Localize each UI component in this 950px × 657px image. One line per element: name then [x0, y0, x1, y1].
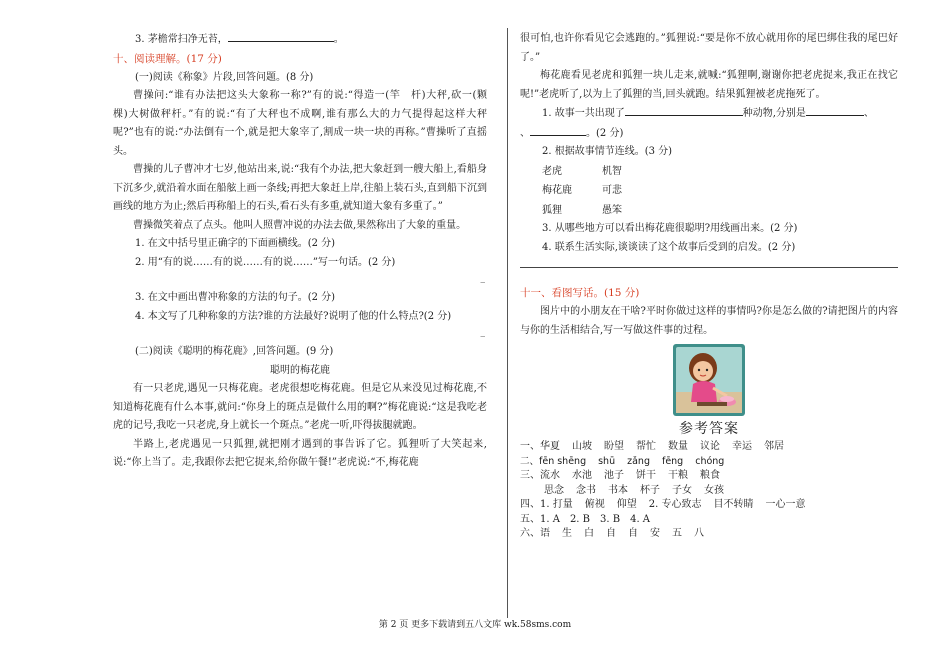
answer-line-marker: _	[480, 327, 485, 337]
answer-pinyin: fēng	[661, 455, 684, 467]
answer-row-2	[520, 455, 898, 470]
answer-word: 池子	[604, 470, 624, 481]
question-2-3: 3. 从哪些地方可以看出梅花鹿很聪明?用线画出来。(2 分)	[542, 223, 798, 234]
match-row	[520, 201, 898, 221]
question-1-3: 3. 在文中画出曹冲称象的方法的句子。(2 分)	[135, 292, 336, 303]
match-row	[520, 162, 898, 182]
answer-word: 干粮	[668, 470, 688, 481]
section-11-prompt: 图片中的小朋友在干啥?平时你做过这样的事情吗?你是怎么做的?请把图片的内容与你的生活相结合,写一写做这件事的过程。	[520, 306, 898, 336]
answer-word: 盼望	[604, 441, 624, 452]
question-2-1-sep: 、	[863, 108, 874, 119]
passage-2-continued: 很可怕,也许你看见它会逃跑的。”狐狸说:“要是你不放心就用你的尾巴绑住我的尾巴好了。”	[520, 33, 898, 63]
right-column	[520, 30, 898, 542]
girl-illustration-icon	[673, 344, 745, 416]
answer-pinyin: zǎng	[627, 455, 650, 467]
question-2-1-text: 1. 故事一共出现了	[542, 108, 625, 119]
question-2-1-continued	[520, 124, 898, 144]
section-11-heading: 十一、看图写话。(15 分)	[520, 287, 640, 299]
answer-word: 邻居	[764, 441, 784, 452]
answer-word: 2. 专心致志	[648, 499, 702, 510]
passage-2-para-2: 半路上,老虎遇见一只狐狸,就把刚才遇到的事告诉了它。狐狸听了大笑起来,说:“你上当了。走,我跟你去把它捉来,给你做午餐!”老虎说:“不,梅花鹿	[113, 438, 487, 468]
passage-1-para-2: 曹操的儿子曹冲才七岁,他站出来,说:“我有个办法,把大象赶到一艘大船上,看船身下沉多少,就沿着水面在船舷上画一条线;再把大象赶上岸,往船上装石头,直到船下沉到画线的地方为止;然后再称船上的石头,看石头有多重,就知道大象有多重了。”	[113, 164, 487, 212]
passage-1-para-1: 曹操问:“谁有办法把这头大象称一称?”有的说:“得造一(竿 杆)大秤,砍一(颗 棵)大树做秤杆。”有的说:“有了大秤也不成啊,谁有那么大的力气提得起这样大秤呢?”也有的说:“办法倒有一个,就是把大象宰了,割成一块一块的再称。”曹操听了直摇头。	[113, 90, 497, 157]
answer-word: 三、流水	[520, 470, 560, 481]
answer-word: 幸运	[732, 441, 752, 452]
answer-word: 数量	[668, 441, 688, 452]
question-2-1-text: 种动物,分别是	[742, 108, 806, 119]
answer-line-marker: _	[480, 273, 485, 283]
question-2-2: 2. 根据故事情节连线。(3 分)	[542, 146, 673, 157]
answer-word: 一、华夏	[520, 441, 560, 452]
answer-row-3	[520, 469, 898, 484]
answer-word: 目不转睛	[713, 499, 754, 510]
story-title: 聪明的梅花鹿	[270, 364, 330, 376]
question-2-4: 4. 联系生活实际,谈谈读了这个故事后受到的启发。(2 分)	[542, 241, 796, 253]
match-trait[interactable]: 机智	[602, 165, 622, 177]
answer-pinyin: 二、fēn shēng	[520, 455, 587, 467]
answer-word: 水池	[572, 470, 592, 481]
fill-item-3	[113, 30, 487, 50]
passage-2-para-3: 梅花鹿看见老虎和狐狸一块儿走来,就喊:“狐狸啊,谢谢你把老虎捉来,我正在找它呢!”老虎听了,以为上了狐狸的当,回头就跑。结果狐狸被老虎拖死了。	[520, 70, 898, 100]
passage-2-para-1: 有一只老虎,遇见一只梅花鹿。老虎很想吃梅花鹿。但是它从来没见过梅花鹿,不知道梅花鹿有什么本事,就问:“你身上的斑点是做什么用的啊?”梅花鹿说:“这是我吃老虎的记号,我吃一只老虎,身上就长一个斑点。”老虎一听,吓得拔腿就跑。	[113, 383, 487, 431]
question-2-1-sep: 、	[520, 127, 530, 139]
answer-pinyin: shū	[598, 455, 616, 467]
question-1-4: 4. 本文写了几种称象的方法?谁的方法最好?说明了他的什么特点?(2 分)	[135, 310, 452, 322]
fill-item-3-text: 3. 茅檐常扫净无苔，	[135, 34, 228, 45]
question-1-2: 2. 用“有的说……有的说……有的说……”写一句话。(2 分)	[135, 256, 396, 268]
answer-char: 生	[562, 528, 572, 539]
question-2-1-end: 。(2 分)	[586, 127, 624, 139]
answer-row-1	[520, 440, 898, 455]
answer-char: 安	[650, 528, 660, 539]
answer-row-6	[520, 527, 898, 542]
question-2-1	[520, 104, 898, 124]
answer-word: 书本	[608, 484, 628, 496]
question-1-1: 1. 在文中括号里正确字的下面画横线。(2 分)	[135, 238, 336, 249]
match-row	[520, 181, 898, 201]
answer-blank[interactable]	[530, 124, 586, 136]
answer-word: 一心一意	[765, 499, 806, 510]
answer-pinyin: chóng	[695, 455, 725, 467]
answer-word: 山坡	[572, 441, 592, 452]
answer-row-3b	[520, 484, 898, 499]
match-trait[interactable]: 可悲	[602, 185, 622, 196]
answer-word: 议论	[700, 441, 720, 452]
part-1-title: (一)阅读《称象》片段,回答问题。(8 分)	[135, 71, 314, 83]
page-footer: 第 2 页 更多下载请到五八文库 wk.58sms.com	[378, 620, 572, 630]
answer-word: 思念	[544, 484, 564, 496]
answer-word: 四、1. 打量	[520, 499, 573, 510]
match-animal[interactable]: 梅花鹿	[542, 185, 572, 196]
answer-line[interactable]	[520, 267, 898, 268]
answer-word: 女孩	[704, 484, 724, 496]
answer-word: 俯视	[584, 499, 605, 510]
answer-word: 帮忙	[636, 441, 656, 452]
answer-char: 自	[628, 528, 638, 539]
answer-char: 自	[606, 528, 616, 539]
fill-item-3-end: 。	[333, 34, 344, 45]
answer-row-5	[520, 513, 898, 528]
match-trait[interactable]: 愚笨	[602, 204, 622, 216]
answers-title: 参考答案	[679, 421, 739, 437]
left-column	[113, 30, 497, 473]
answer-row-4	[520, 498, 898, 513]
answer-word: 杯子	[640, 484, 660, 496]
answer-choices: 五、1. A 2. B 3. B 4. A	[520, 513, 651, 525]
answer-char: 八	[694, 528, 704, 539]
answer-word: 念书	[576, 484, 596, 496]
answer-blank[interactable]	[625, 104, 743, 116]
answer-key	[520, 440, 898, 542]
answer-char: 六、语	[520, 528, 550, 539]
column-divider	[507, 28, 508, 618]
part-2-title: (二)阅读《聪明的梅花鹿》,回答问题。(9 分)	[135, 346, 334, 357]
answer-word: 饼干	[636, 470, 656, 481]
answer-word: 粮食	[700, 470, 720, 481]
answer-word: 仰望	[616, 499, 637, 510]
section-10-heading: 十、阅读理解。(17 分)	[113, 52, 222, 65]
match-animal[interactable]: 狐狸	[542, 204, 562, 216]
answer-char: 五	[672, 528, 682, 539]
answer-word: 子女	[672, 484, 692, 496]
passage-1-para-3: 曹操微笑着点了点头。他叫人照曹冲说的办法去做,果然称出了大象的重量。	[133, 219, 467, 231]
answer-char: 白	[584, 528, 594, 539]
answer-blank[interactable]	[228, 30, 334, 42]
answer-blank[interactable]	[806, 104, 864, 116]
match-animal[interactable]: 老虎	[542, 165, 562, 177]
